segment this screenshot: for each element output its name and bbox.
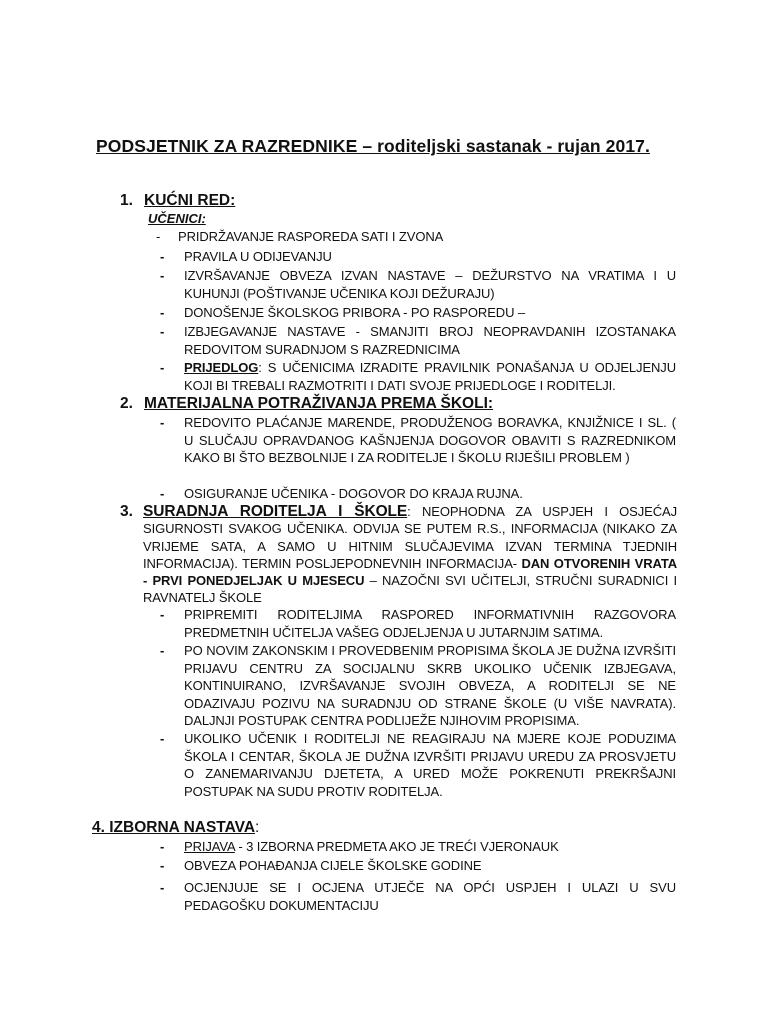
section-3-intro-bold: DAN OTVORENIH VRATA - PRVI PONEDJELJAK U MJESECU xyxy=(143,555,677,589)
bullet-dash: - xyxy=(160,839,165,854)
list-item: IZVRŠAVANJE OBVEZA IZVAN NASTAVE – DEŽURSTVO NA VRATIMA I U KUHUNJI (POŠTIVANJE UČENIKA KOJI DEŽURAJU) xyxy=(184,268,676,301)
section-4-colon: : xyxy=(255,819,260,836)
section-1-title: KUĆNI RED: xyxy=(144,192,236,209)
list-item: UKOLIKO UČENIK I RODITELJI NE REAGIRAJU NA MJERE KOJE PODUZIMA ŠKOLA I CENTAR, ŠKOLA JE DUŽNA IZVRŠITI PRIJAVU UREDU ZA PROSVJETU O ZANEMARIVANJU DJETETA, A URED MOŽE POKRENUTI PREKRŠAJNI POSTUPAK NA SUDU PROTIV RODITELJA. xyxy=(184,731,676,799)
bullet-dash: - xyxy=(160,486,165,501)
prijava-label: PRIJAVA xyxy=(184,839,235,854)
list-item: PRIPREMITI RODITELJIMA RASPORED INFORMATIVNIH RAZGOVORA PREDMETNIH UČITELJA VAŠEG ODJELJENJA U JUTARNJIM SATIMA. xyxy=(184,607,676,640)
bullet-dash: - xyxy=(160,607,165,622)
section-3-intro-a: : NEOPHODNA ZA USPJEH I OSJEĆAJ SIGURNOSTI SVAKOG UČENIKA. ODVIJA SE PUTEM R.S., INFORMACIJA (NIKAKO ZA VRIJEME SATA, A SAMO U HITNIM SLUČAJEVIMA IZVAN TERMINA TJEDNIH INFORMACIJA). TERMIN POSLJEPODNEVNIH INFORMACIJA- xyxy=(143,504,677,571)
bullet-dash: - xyxy=(160,643,165,658)
list-item: IZBJEGAVANJE NASTAVE - SMANJITI BROJ NEOPRAVDANIH IZOSTANAKA REDOVITOM SURADNJOM S RAZREDNICIMA xyxy=(184,324,676,357)
list-item xyxy=(184,838,676,856)
bullet-dash: - xyxy=(160,880,165,895)
proposal-item xyxy=(184,359,676,394)
bullet-dash: - xyxy=(160,324,165,339)
list-item: DONOŠENJE ŠKOLSKOG PRIBORA - PO RASPOREDU – xyxy=(184,305,526,320)
bullet-dash: - xyxy=(160,415,165,430)
section-1-subheading: UČENICI: xyxy=(148,211,206,226)
section-4-heading xyxy=(92,819,259,837)
section-3-number-text: 3. xyxy=(120,503,133,520)
list-item: PRIDRŽAVANJE RASPOREDA SATI I ZVONA xyxy=(178,229,444,244)
section-3-number xyxy=(120,503,144,521)
list-item: PRAVILA U ODIJEVANJU xyxy=(184,249,332,264)
list-item: OBVEZA POHAĐANJA CIJELE ŠKOLSKE GODINE xyxy=(184,858,482,873)
bullet-dash: - xyxy=(160,249,165,264)
section-4-title: 4. IZBORNA NASTAVA xyxy=(92,819,256,836)
bullet-dash: - xyxy=(156,229,161,244)
section-1-heading xyxy=(120,192,235,210)
section-1-number: 1. xyxy=(120,192,133,209)
bullet-dash: - xyxy=(160,305,165,320)
bullet-dash: - xyxy=(160,858,165,873)
section-2-heading xyxy=(120,395,493,413)
list-item: OSIGURANJE UČENIKA - DOGOVOR DO KRAJA RUJNA. xyxy=(184,486,523,501)
section-3-paragraph xyxy=(143,503,677,607)
bullet-dash: - xyxy=(160,360,165,375)
list-item: OCJENJUJE SE I OCJENA UTJEČE NA OPĆI USPJEH I ULAZI U SVU PEDAGOŠKU DOKUMENTACIJU xyxy=(184,880,676,913)
bullet-dash: - xyxy=(160,731,165,746)
list-item: PO NOVIM ZAKONSKIM I PROVEDBENIM PROPISIMA ŠKOLA JE DUŽNA IZVRŠITI PRIJAVU CENTRU ZA SOCIJALNU SKRB UKOLIKO UČENIK IZBJEGAVA, KONTINUIRANO, IZVRŠAVANJE SVOJIH OBVEZA, A RODITELJI SE NE ODAZIVAJU POZIVU NA SURADNJU OD STRANE ŠKOLE (U VIŠE NAVRATA). DALJNJI POSTUPAK CENTRA PODLIJEŽE NJIHOVIM PROPISIMA. xyxy=(184,643,676,728)
document-title: PODSJETNIK ZA RAZREDNIKE – roditeljski sastanak - rujan 2017. xyxy=(96,136,650,156)
list-item: REDOVITO PLAĆANJE MARENDE, PRODUŽENOG BORAVKA, KNJIŽNICE I SL. ( U SLUČAJU OPRAVDANOG KAŠNJENJA DOGOVOR OBAVITI S RAZREDNIKOM KAKO BI ŠTO BEZBOLNIJE I ZA RODITELJE I ŠKOLU RIJEŠILI PROBLEM ) xyxy=(184,415,676,465)
proposal-text: : S UČENICIMA IZRADITE PRAVILNIK PONAŠANJA U ODJELJENJU KOJI BI TREBALI RAZMOTRITI I DATI SVOJE PRIJEDLOGE I RODITELJI. xyxy=(184,360,676,393)
prijava-text: - 3 IZBORNA PREDMETA AKO JE TREĆI VJERONAUK xyxy=(234,839,559,854)
section-3-intro-b: – NAZOČNI SVI UČITELJI, STRUČNI SURADNICI I RAVNATELJ ŠKOLE xyxy=(143,573,677,606)
proposal-label: PRIJEDLOG xyxy=(184,360,259,375)
section-3-title: SURADNJA RODITELJA I ŠKOLE xyxy=(143,503,408,520)
section-2-title: MATERIJALNA POTRAŽIVANJA PREMA ŠKOLI: xyxy=(144,395,494,412)
section-2-number: 2. xyxy=(120,395,133,412)
bullet-dash: - xyxy=(160,268,165,283)
